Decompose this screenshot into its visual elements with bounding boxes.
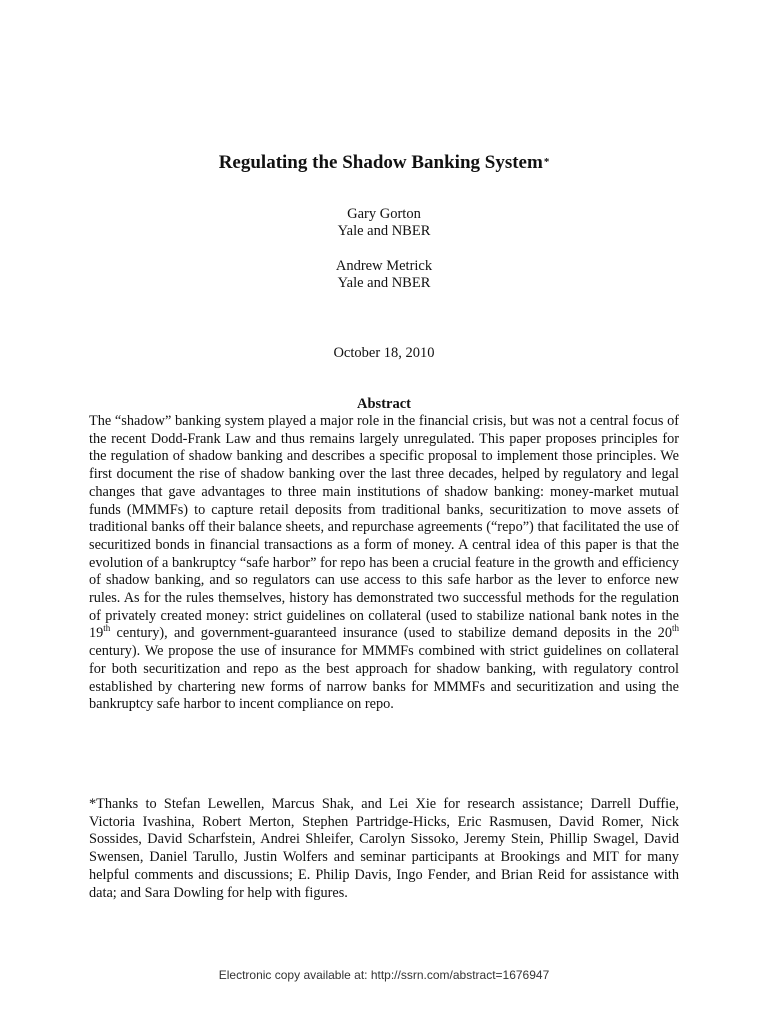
author-affiliation: Yale and NBER (337, 275, 431, 291)
author-affiliation: Yale and NBER (337, 223, 431, 239)
abstract-superscript-2: th (671, 623, 679, 634)
author-block (0, 206, 768, 240)
abstract-superscript-1: th (103, 623, 111, 634)
abstract-text-part-3: century). We propose the use of insurance for MMMFs combined with strict guidelines on collateral for both securitization and repo as the best approach for shadow banking, with regulatory control established by chartering new forms of narrow banks for MMMFs and securitization and using the bankruptcy safe harbor to incent compliance on repo. (89, 643, 679, 713)
acknowledgements-footnote: *Thanks to Stefan Lewellen, Marcus Shak, and Lei Xie for research assistance; Darrell Duffie, Victoria Ivashina, Robert Merton, Stephen Partridge-Hicks, Eric Rasmusen, David Romer, Nick Sossides, David Scharfstein, Andrei Shleifer, Carolyn Sissoko, Jeremy Stein, Phillip Swagel, David Swensen, Daniel Tarullo, Justin Wolfers and seminar participants at Brookings and MIT for many helpful comments and discussions; E. Philip Davis, Ingo Fender, and Brian Reid for assistance with data; and Sara Dowling for help with figures. (89, 796, 679, 901)
paper-title-text: Regulating the Shadow Banking System (218, 152, 543, 173)
ssrn-notice: Electronic copy available at: http://ssrn.com/abstract=1676947 (218, 968, 550, 982)
title-footnote-marker: * (543, 156, 550, 168)
paper-date: October 18, 2010 (333, 345, 435, 361)
abstract-text-part-2: century), and government-guaranteed insurance (used to stabilize demand deposits in the 20 (110, 625, 672, 642)
abstract-body (89, 413, 679, 714)
abstract-text-part-1: The “shadow” banking system played a major role in the financial crisis, but was not a central focus of the recent Dodd-Frank Law and thus remains largely unregulated. This paper proposes principles for the regulation of shadow banking and describes a specific proposal to implement those principles. We first document the rise of shadow banking over the last three decades, helped by regulatory and legal changes that gave advantages to three main institutions of shadow banking: money-market mutual funds (MMMFs) to capture retail deposits from traditional banks, securitization to move assets of traditional banks off their balance sheets, and repurchase agreements (“repo”) that facilitated the use of securitized bonds in financial transactions as a form of money. A central idea of this paper is that the evolution of a bankruptcy “safe harbor” for repo has been a crucial feature in the growth and efficiency of shadow banking, and so regulators can use access to this safe harbor as the lever to enforce new rules. As for the rules themselves, history has demonstrated two successful methods for the regulation of privately created money: strict guidelines on collateral (used to stabilize national bank notes in the 19 (89, 413, 680, 642)
author-name: Gary Gorton (347, 206, 421, 222)
author-block (0, 258, 768, 292)
author-name: Andrew Metrick (335, 258, 433, 274)
paper-title (0, 150, 768, 175)
abstract-heading: Abstract (357, 396, 411, 412)
